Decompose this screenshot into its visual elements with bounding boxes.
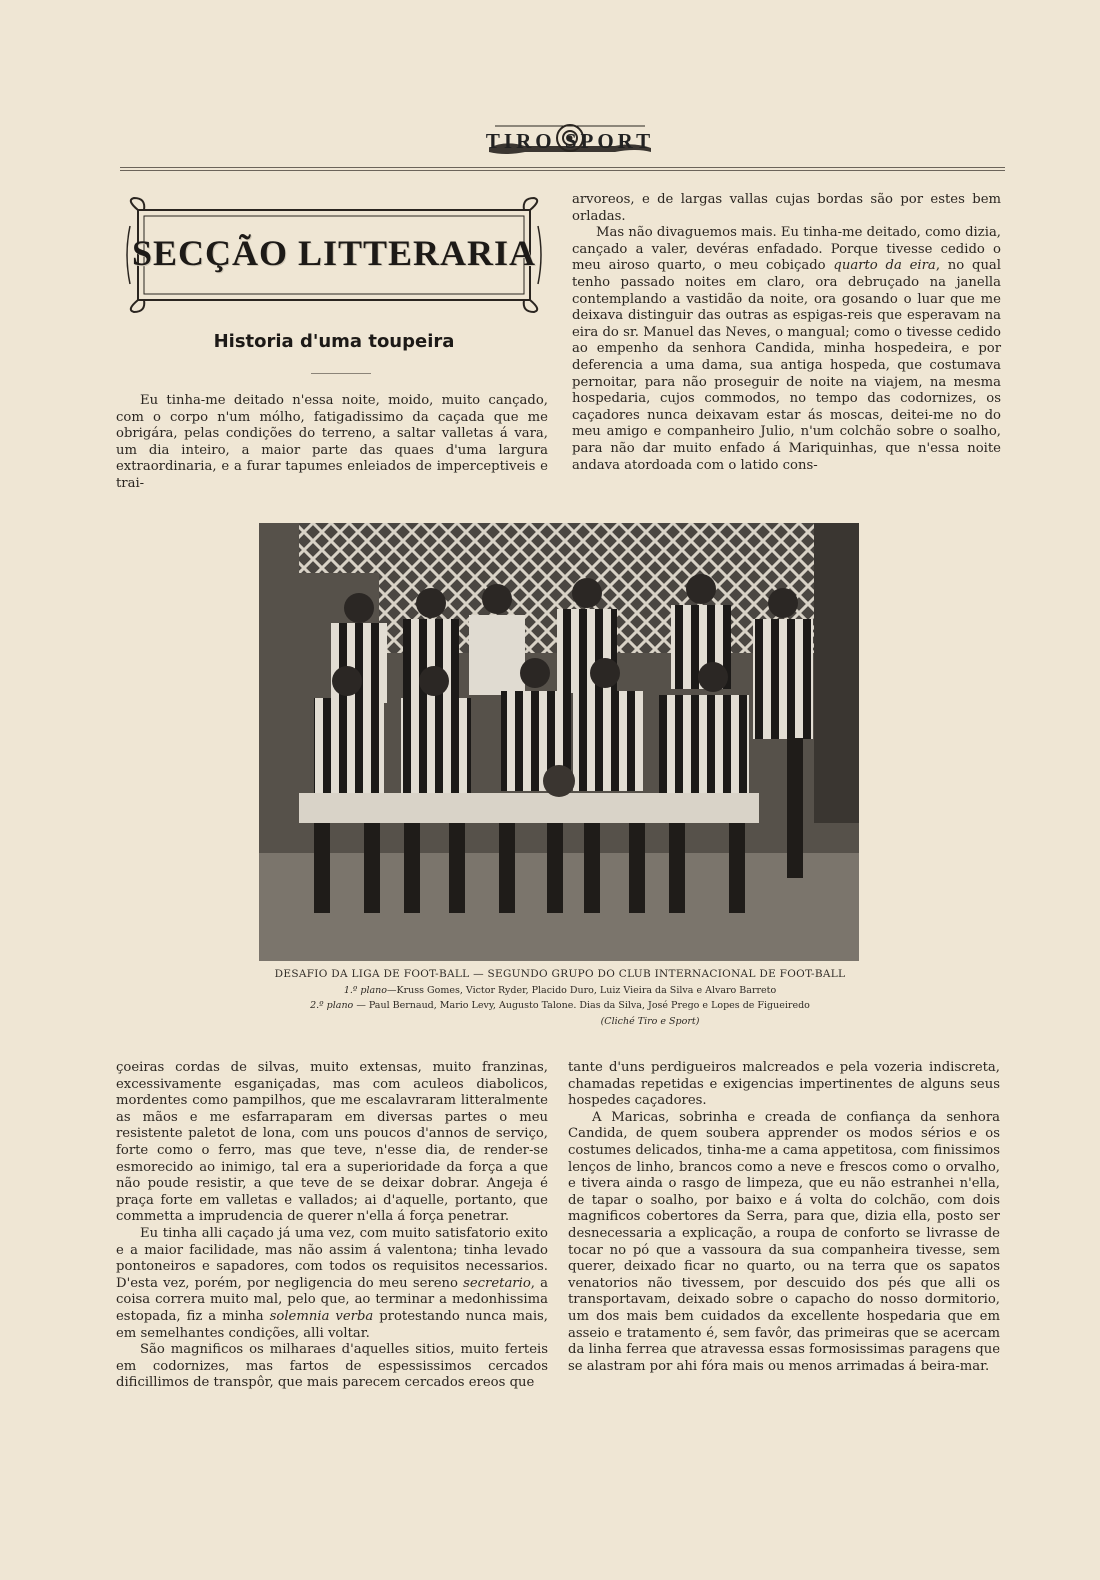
caption-row-1: 1.º plano—Kruss Gomes, Victor Ryder, Placido Duro, Luiz Vieira da Silva e Alvaro Barreto	[343, 985, 777, 996]
story-title: Historia d'uma toupeira	[213, 331, 455, 352]
header-rule	[120, 167, 1005, 171]
masthead-logo	[485, 118, 655, 164]
caption-credit: (Cliché Tiro e Sport)	[600, 1016, 700, 1027]
photo-caption	[200, 966, 920, 1030]
team-photo	[259, 523, 859, 961]
caption-row-2: 2.º plano — Paul Bernaud, Mario Levy, Augusto Talone. Dias da Silva, José Prego e Lopes de Figueiredo	[310, 1000, 810, 1011]
paragraph: São magnificos os milharaes d'aquelles sitios, muito ferteis em codornizes, mas fartos de espessissimos cercados dificillimos de transpôr, que mais parecem cercados ereos que	[116, 1342, 548, 1391]
column-2	[572, 192, 1001, 474]
title-divider	[311, 373, 371, 374]
paragraph: Mas não divaguemos mais. Eu tinha-me deitado, como dizia, cançado a valer, devéras enfadado. Porque tivesse cedido o meu airoso quarto, o meu cobiçado quarto da eira, no qual tenho passado noites em claro, ora debruçado na janella contemplando a vastidão da noite, ora gosando o luar que me deixava distinguir das outras as espigas-reis que esperavam na eira do sr. Manuel das Neves, o mangual; como o tivesse cedido ao empenho da senhora Candida, minha hospedeira, e por deferencia a uma dama, sua antiga hospeda, que costumava pernoitar, para não proseguir de noite na viajem, na mesma hospedaria, cujos commodos, no tempo das codornizes, os caçadores nunca deixavam estar ás moscas, deitei-me no do meu amigo e companheiro Julio, n'um colchão sobre o soalho, para não dar muito enfado á Mariquinhas, que n'essa noite andava atordoada com o latido cons-	[572, 225, 1002, 473]
paragraph: Eu tinha alli caçado já uma vez, com muito satisfatorio exito e a maior facilidade, mas não assim á valentona; tinha levado pontoneiros e sapadores, com todos os requisitos necessarios. D'esta vez, porém, por negligencia do meu sereno secretario, a coisa correra muito mal, pelo que, ao terminar a medonhissima estopada, fiz a minha solemnia verba protestando nunca mais, em semelhantes condições, alli voltar.	[116, 1225, 548, 1341]
paragraph: çoeiras cordas de silvas, muito extensas, muito franzinas, excessivamente esganiçadas, mas com aculeos diabolicos, mordentes como pampilhos, que me escalavraram litteralmente as mãos e me esfarraparam em diversas partes o meu resistente paletot de lona, com uns poucos d'annos de serviço, forte como o ferro, mas que teve, n'esse dia, de render-se esmorecido ao inimigo, tal era a superioridade da força a que não poude resistir, a que teve de se deixar dobrar. Angeja é praça forte em valletas e vallados; ai d'aquelle, portanto, que commetta a imprudencia de querer n'ella á força penetrar.	[116, 1060, 548, 1225]
column-3	[116, 1060, 548, 1392]
paragraph: Eu tinha-me deitado n'essa noite, moido, muito cançado, com o corpo n'um mólho, fatigadissimo da caçada que me obrigára, pelas condições do terreno, a saltar valletas á vara, um dia inteiro, a maior parte das quaes d'uma largura extraordinaria, e a furar tapumes enleiados de imperceptiveis e trai-	[116, 393, 548, 491]
paragraph: tante d'uns perdigueiros malcreados e pela vozeria indiscreta, chamadas repetidas e exigencias impertinentes de alguns seus hospedes caçadores.	[568, 1060, 1000, 1109]
paragraph: arvoreos, e de largas vallas cujas bordas são por estes bem orladas.	[572, 192, 1001, 224]
column-1	[116, 393, 548, 493]
section-banner	[124, 196, 544, 314]
masthead-text: TIRO SPORT	[485, 128, 655, 153]
column-4	[568, 1060, 1000, 1375]
paragraph: A Maricas, sobrinha e creada de confiança da senhora Candida, de quem soubera apprender os modos sérios e os costumes delicados, tinha-me a cama appetitosa, com finissimos lenços de linho, brancos como a neve e frescos como o orvalho, e tivera ainda o rasgo de limpeza, que eu não estranhei n'ella, de tapar o soalho, por baixo e á volta do colchão, com dois magnificos cobertores da Serra, para que, dizia ella, posto ser desnecessaria a explicação, a roupa de conforto se livrasse de tocar no pó que a vassoura da sua companheira tivesse, sem querer, deixado ficar no quarto, ou na terra que os sapatos venatorios não tivessem, por descuido dos pés que alli os transportavam, deixado sobre o capacho do nosso dormitorio, um dos mais bem cuidados da excellente hospedaria que em asseio e tratamento é, sem favôr, das primeiras que se acercam da linha ferrea que atravessa essas formosissimas paragens que se alastram por ahi fóra mais ou menos arrimadas á beira-mar.	[568, 1109, 1000, 1374]
section-title: SECÇÃO LITTERARIA	[131, 233, 537, 273]
caption-title: DESAFIO DA LIGA DE FOOT-BALL — SEGUNDO GRUPO DO CLUB INTERNACIONAL DE FOOT-BALL	[274, 968, 846, 980]
